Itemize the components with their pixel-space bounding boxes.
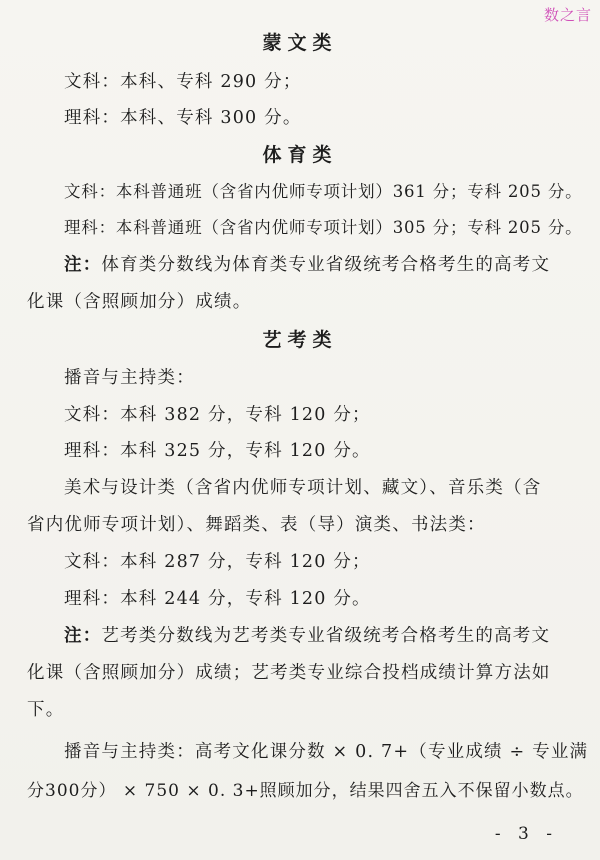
tiyu-like-line: 理科：本科普通班（含省内优师专项计划）305 分；专科 205 分。 [64,218,583,237]
ms-wenke-line: 文科：本科 287 分，专科 120 分； [64,552,371,572]
formula-line-2: 分300分） × 750 × 0. 3+照顾加分，结果四舍五入不保留小数点。 [27,781,584,801]
mengwen-wenke-line: 文科：本科、专科 290 分； [64,72,302,92]
ms-like-line: 理科：本科 244 分，专科 120 分。 [64,589,371,609]
section-title-yikao: 艺考类 [262,329,338,351]
section-title-mengwen: 蒙文类 [262,32,338,54]
tiyu-wenke-line: 文科：本科普通班（含省内优师专项计划）361 分；专科 205 分。 [64,182,583,201]
yikao-note-line-3: 下。 [27,700,65,720]
bo-heading: 播音与主持类： [64,368,195,388]
yikao-note-line-2: 化课（含照顾加分）成绩；艺考类专业综合投档成绩计算方法如 [27,663,551,683]
mengwen-like-line: 理科：本科、专科 300 分。 [64,108,302,128]
yikao-note-label: 注： [64,626,102,646]
meishu-line-2: 省内优师专项计划）、舞蹈类、表（导）演类、书法类： [27,515,486,535]
formula-line-1: 播音与主持类：高考文化课分数 × 0. 7+（专业成绩 ÷ 专业满 [64,742,589,762]
tiyu-note-label: 注： [64,255,102,275]
page-number: - 3 - [494,824,558,844]
tiyu-note-line-2: 化课（含照顾加分）成绩。 [27,292,252,312]
bo-wenke-line: 文科：本科 382 分，专科 120 分； [64,405,371,425]
watermark: 数之言 [543,6,592,24]
yikao-note-text-1: 艺考类分数线为艺考类专业省级统考合格考生的高考文 [101,626,551,646]
meishu-line-1: 美术与设计类（含省内优师专项计划、藏文）、音乐类（含 [64,478,542,498]
yikao-note-line-1 [64,622,550,647]
tiyu-note-text-1: 体育类分数线为体育类专业省级统考合格考生的高考文 [101,255,551,275]
bo-like-line: 理科：本科 325 分，专科 120 分。 [64,441,371,461]
section-title-tiyu: 体育类 [262,144,338,166]
tiyu-note-line-1 [64,251,550,276]
